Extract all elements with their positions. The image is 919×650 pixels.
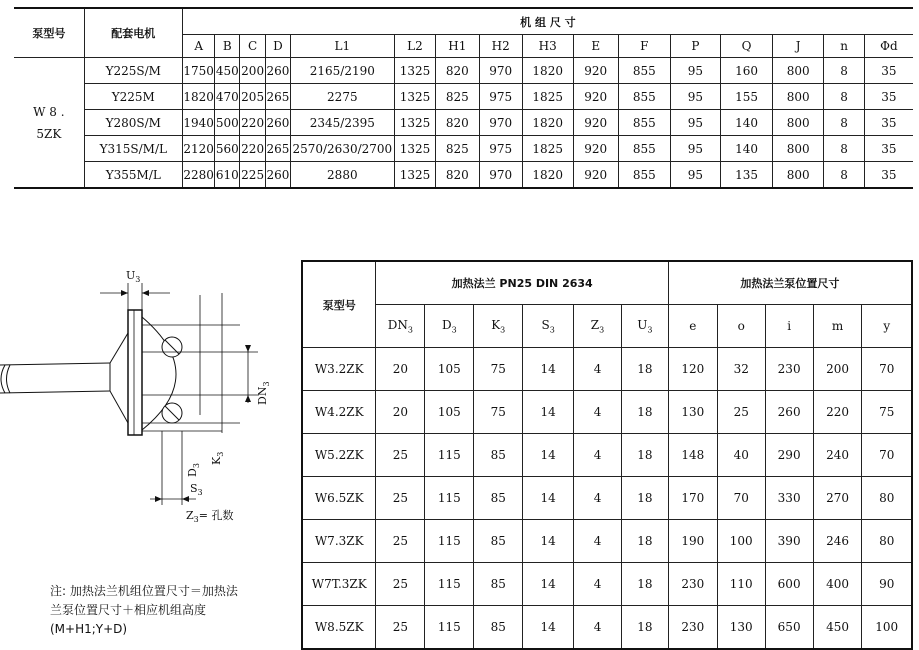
- flange-value-cell: 20: [376, 348, 425, 391]
- dimension-cell: 95: [670, 110, 721, 136]
- flange-value-cell: 75: [474, 391, 523, 434]
- dimension-cell: 800: [772, 110, 824, 136]
- dimension-cell: 8: [824, 162, 864, 189]
- dimension-cell: 260: [266, 110, 291, 136]
- dim-header: A: [182, 35, 215, 58]
- dimension-cell: 220: [240, 136, 266, 162]
- u3-label: $U_3$: [126, 269, 141, 284]
- flange-value-cell: 130: [668, 391, 717, 434]
- dimension-cell: 265: [266, 84, 291, 110]
- flange-value-cell: 70: [717, 477, 765, 520]
- flange-sub-header: [668, 305, 717, 348]
- flange-value-cell: 25: [376, 606, 425, 650]
- flange-value-cell: 100: [862, 606, 912, 650]
- flange-value-cell: 290: [765, 434, 813, 477]
- dimension-cell: 2880: [290, 162, 394, 189]
- sub-header-subscript: 3: [647, 325, 653, 335]
- dimension-cell: 35: [864, 84, 913, 110]
- flange-value-cell: 25: [376, 520, 425, 563]
- note-line-1: 注: 加热法兰机组位置尺寸＝加热法: [50, 584, 238, 598]
- flange-value-cell: 190: [668, 520, 717, 563]
- dim-header: P: [670, 35, 721, 58]
- flange-value-cell: 25: [376, 563, 425, 606]
- flange-sub-header: [523, 305, 574, 348]
- table-row: [14, 110, 913, 136]
- flange-value-cell: 4: [574, 520, 622, 563]
- flange-value-cell: 200: [813, 348, 862, 391]
- sub-header-base: U: [637, 317, 648, 332]
- dimension-cell: 2165/2190: [290, 58, 394, 84]
- flange-sub-header: [813, 305, 862, 348]
- pump-model-cell: [14, 58, 84, 189]
- flange-value-cell: 115: [425, 434, 474, 477]
- bolt-holes: [162, 337, 182, 423]
- dim-header: n: [824, 35, 864, 58]
- dimension-cell: 1325: [394, 84, 435, 110]
- motor-header: 配套电机: [84, 8, 182, 58]
- flange-value-cell: 32: [717, 348, 765, 391]
- dimension-cell: 2280: [182, 162, 215, 189]
- flange-value-cell: 25: [717, 391, 765, 434]
- dimension-cell: 155: [721, 84, 773, 110]
- sub-header-subscript: 3: [599, 325, 605, 335]
- dimension-cell: 95: [670, 58, 721, 84]
- flange-value-cell: 70: [862, 434, 912, 477]
- flange-value-cell: 148: [668, 434, 717, 477]
- dimension-cell: 160: [721, 58, 773, 84]
- flange-value-cell: 240: [813, 434, 862, 477]
- dimension-cell: 2345/2395: [290, 110, 394, 136]
- flange-value-cell: 115: [425, 606, 474, 650]
- dimension-cell: 920: [573, 84, 618, 110]
- pump-model-header: 泵型号: [302, 261, 376, 348]
- sub-header-base: Z: [590, 317, 600, 332]
- flange-value-cell: 110: [717, 563, 765, 606]
- sub-header-subscript: 3: [407, 325, 413, 335]
- dim-header: L1: [290, 35, 394, 58]
- flange-value-cell: 600: [765, 563, 813, 606]
- flange-value-cell: 25: [376, 477, 425, 520]
- flange-value-cell: 4: [574, 606, 622, 650]
- flange-value-cell: 120: [668, 348, 717, 391]
- dimension-cell: 35: [864, 110, 913, 136]
- flange-value-cell: 100: [717, 520, 765, 563]
- flange-value-cell: 260: [765, 391, 813, 434]
- flange-value-cell: 14: [523, 434, 574, 477]
- dimension-cell: 8: [824, 84, 864, 110]
- dimension-cell: 1940: [182, 110, 215, 136]
- flange-value-cell: 14: [523, 563, 574, 606]
- dimension-cell: 450: [215, 58, 240, 84]
- flange-sub-header: [621, 305, 668, 348]
- flange-value-cell: 115: [425, 563, 474, 606]
- flange-value-cell: 400: [813, 563, 862, 606]
- flange-value-cell: 330: [765, 477, 813, 520]
- dimension-cell: 855: [618, 136, 670, 162]
- dimension-cell: 610: [215, 162, 240, 189]
- dimension-cell: 1825: [522, 84, 573, 110]
- flange-value-cell: 14: [523, 391, 574, 434]
- flange-value-cell: 80: [862, 520, 912, 563]
- dim-header: B: [215, 35, 240, 58]
- dimension-cell: 1820: [522, 58, 573, 84]
- flange-value-cell: 75: [862, 391, 912, 434]
- flange-value-cell: 85: [474, 563, 523, 606]
- dimension-cell: 470: [215, 84, 240, 110]
- table-row: [14, 58, 913, 84]
- dimension-cell: 8: [824, 110, 864, 136]
- dimension-cell: 8: [824, 136, 864, 162]
- shaft: [0, 363, 110, 393]
- dim-header: D: [266, 35, 291, 58]
- dimension-cell: 1825: [522, 136, 573, 162]
- dimension-cell: 820: [436, 162, 479, 189]
- dimension-cell: 800: [772, 136, 824, 162]
- flange-sub-header: [717, 305, 765, 348]
- unit-dimensions-table: [14, 7, 913, 189]
- unit-dimensions-header: 机 组 尺 寸: [182, 8, 913, 35]
- dim-header: H2: [479, 35, 522, 58]
- flange-value-cell: 18: [621, 477, 668, 520]
- dim-header: H1: [436, 35, 479, 58]
- flange-value-cell: 105: [425, 348, 474, 391]
- flange-spec-header: 加热法兰 PN25 DIN 2634: [376, 261, 668, 305]
- dim-header: Φd: [864, 35, 913, 58]
- dimension-cell: 2275: [290, 84, 394, 110]
- table-row: [14, 136, 913, 162]
- table-row: [302, 520, 912, 563]
- dim-header: F: [618, 35, 670, 58]
- sub-header-base: i: [787, 319, 792, 333]
- motor-cell: Y225S/M: [84, 58, 182, 84]
- z3-label: $Z_3=$ 孔数: [186, 509, 234, 524]
- pump-model-cell: W4.2ZK: [302, 391, 376, 434]
- flange-value-cell: 450: [813, 606, 862, 650]
- flange-value-cell: 130: [717, 606, 765, 650]
- pump-model-cell: W7T.3ZK: [302, 563, 376, 606]
- dimension-cell: 265: [266, 136, 291, 162]
- note-text: [50, 582, 238, 639]
- flange-position-header: 加热法兰泵位置尺寸: [668, 261, 912, 305]
- dimension-cell: 225: [240, 162, 266, 189]
- flange-value-cell: 105: [425, 391, 474, 434]
- dimension-cell: 260: [266, 58, 291, 84]
- table-row: [302, 563, 912, 606]
- flange-sub-header: [765, 305, 813, 348]
- flange-value-cell: 20: [376, 391, 425, 434]
- sub-header-base: DN: [387, 317, 408, 332]
- dimension-cell: 855: [618, 58, 670, 84]
- table-row: [302, 434, 912, 477]
- dimension-cell: 820: [436, 58, 479, 84]
- pump-model-cell: W8.5ZK: [302, 606, 376, 650]
- table-row: [302, 477, 912, 520]
- dimension-cell: 920: [573, 162, 618, 189]
- dimension-cell: 820: [436, 110, 479, 136]
- flange-value-cell: 25: [376, 434, 425, 477]
- dimension-cell: 920: [573, 136, 618, 162]
- flange-value-cell: 40: [717, 434, 765, 477]
- flange-sub-header: [862, 305, 912, 348]
- dimension-cell: 500: [215, 110, 240, 136]
- sub-header-base: m: [831, 319, 844, 333]
- dimension-cell: 205: [240, 84, 266, 110]
- dimension-cell: 35: [864, 136, 913, 162]
- flange-value-cell: 18: [621, 434, 668, 477]
- flange-value-cell: 230: [668, 606, 717, 650]
- table-row: [14, 84, 913, 110]
- flange-value-cell: 85: [474, 520, 523, 563]
- dimension-cell: 2120: [182, 136, 215, 162]
- flange-value-cell: 18: [621, 606, 668, 650]
- flange-value-cell: 650: [765, 606, 813, 650]
- flange-value-cell: 85: [474, 434, 523, 477]
- flange-value-cell: 70: [862, 348, 912, 391]
- flange-value-cell: 390: [765, 520, 813, 563]
- flange-value-cell: 75: [474, 348, 523, 391]
- motor-cell: Y225M: [84, 84, 182, 110]
- dimension-cell: 855: [618, 110, 670, 136]
- dim-header: E: [573, 35, 618, 58]
- dimension-cell: 1325: [394, 136, 435, 162]
- d3-label: $D_3$: [186, 463, 201, 477]
- flange-sub-header: [376, 305, 425, 348]
- pump-model-cell: W5.2ZK: [302, 434, 376, 477]
- dimension-cell: 920: [573, 58, 618, 84]
- pump-model-cell: W3.2ZK: [302, 348, 376, 391]
- flange-value-cell: 85: [474, 477, 523, 520]
- dimension-cell: 260: [266, 162, 291, 189]
- dimension-cell: 975: [479, 84, 522, 110]
- flange-value-cell: 115: [425, 520, 474, 563]
- flange-value-cell: 14: [523, 477, 574, 520]
- flange-value-cell: 246: [813, 520, 862, 563]
- flange-value-cell: 4: [574, 477, 622, 520]
- dimension-cell: 800: [772, 84, 824, 110]
- dimension-cell: 1750: [182, 58, 215, 84]
- s3-label: $S_3$: [190, 482, 203, 497]
- sub-header-base: S: [541, 317, 550, 332]
- flange-value-cell: 4: [574, 348, 622, 391]
- flange-plate: [128, 310, 142, 435]
- flange-value-cell: 115: [425, 477, 474, 520]
- motor-cell: Y315S/M/L: [84, 136, 182, 162]
- note-line-3: (M+H1;Y+D): [50, 622, 128, 636]
- dimension-cell: 1325: [394, 58, 435, 84]
- flange-value-cell: 14: [523, 606, 574, 650]
- dimension-cell: 800: [772, 162, 824, 189]
- dimension-cell: 1820: [522, 162, 573, 189]
- dimension-cell: 855: [618, 84, 670, 110]
- dimension-cell: 2570/2630/2700: [290, 136, 394, 162]
- flange-value-cell: 14: [523, 348, 574, 391]
- motor-cell: Y280S/M: [84, 110, 182, 136]
- flange-value-cell: 4: [574, 434, 622, 477]
- table-row: [302, 606, 912, 650]
- flange-value-cell: 18: [621, 391, 668, 434]
- dimension-cell: 35: [864, 162, 913, 189]
- dim-header: J: [772, 35, 824, 58]
- dim-header: L2: [394, 35, 435, 58]
- pump-model-line-1: W 8 .: [33, 104, 65, 119]
- dimension-cell: 1325: [394, 162, 435, 189]
- dimension-cell: 1820: [522, 110, 573, 136]
- dimension-cell: 970: [479, 162, 522, 189]
- dimension-cell: 140: [721, 136, 773, 162]
- table-row: [14, 162, 913, 189]
- dimension-cell: 1325: [394, 110, 435, 136]
- dimension-cell: 855: [618, 162, 670, 189]
- pump-model-cell: W7.3ZK: [302, 520, 376, 563]
- dimension-cell: 8: [824, 58, 864, 84]
- dimension-cell: 95: [670, 84, 721, 110]
- dimension-cell: 970: [479, 58, 522, 84]
- flange-value-cell: 85: [474, 606, 523, 650]
- flange-sub-header: [474, 305, 523, 348]
- pump-model-line-2: 5ZK: [36, 126, 62, 141]
- flange-value-cell: 18: [621, 520, 668, 563]
- sub-header-base: e: [689, 319, 697, 333]
- flange-value-cell: 80: [862, 477, 912, 520]
- flange-value-cell: 18: [621, 348, 668, 391]
- flange-value-cell: 18: [621, 563, 668, 606]
- dimension-cell: 140: [721, 110, 773, 136]
- motor-cell: Y355M/L: [84, 162, 182, 189]
- dimension-cell: 95: [670, 136, 721, 162]
- sub-header-base: o: [737, 319, 745, 333]
- flange-value-cell: 170: [668, 477, 717, 520]
- flange-value-cell: 230: [765, 348, 813, 391]
- table-row: [302, 391, 912, 434]
- dimension-cell: 35: [864, 58, 913, 84]
- table-row: [302, 348, 912, 391]
- flange-diagram: [0, 255, 300, 535]
- sub-header-base: D: [441, 317, 452, 332]
- dimension-cell: 970: [479, 110, 522, 136]
- dim-header: H3: [522, 35, 573, 58]
- flange-value-cell: 90: [862, 563, 912, 606]
- sub-header-subscript: 3: [500, 325, 506, 335]
- dimension-cell: 560: [215, 136, 240, 162]
- note-line-2: 兰泵位置尺寸＋相应机组高度: [50, 603, 207, 617]
- flange-value-cell: 270: [813, 477, 862, 520]
- k3-label: $K_3$: [210, 451, 225, 465]
- cone: [110, 333, 128, 423]
- flange-value-cell: 4: [574, 563, 622, 606]
- dim-header: Q: [721, 35, 773, 58]
- flange-sub-header: [574, 305, 622, 348]
- pump-model-cell: W6.5ZK: [302, 477, 376, 520]
- dimension-cell: 1820: [182, 84, 215, 110]
- flange-value-cell: 220: [813, 391, 862, 434]
- sub-header-subscript: 3: [451, 325, 457, 335]
- dn3-label: $DN_3$: [256, 381, 271, 405]
- sub-header-base: K: [491, 317, 501, 332]
- sub-header-subscript: 3: [549, 325, 555, 335]
- dimension-cell: 220: [240, 110, 266, 136]
- dimension-cell: 200: [240, 58, 266, 84]
- flange-sub-header: [425, 305, 474, 348]
- dimension-cell: 135: [721, 162, 773, 189]
- dimension-cell: 825: [436, 136, 479, 162]
- flange-value-cell: 4: [574, 391, 622, 434]
- dimension-cell: 800: [772, 58, 824, 84]
- flange-value-cell: 14: [523, 520, 574, 563]
- dimension-cell: 825: [436, 84, 479, 110]
- heating-flange-table: [301, 260, 913, 650]
- pump-model-header: 泵型号: [14, 8, 84, 58]
- flange-value-cell: 230: [668, 563, 717, 606]
- dimension-cell: 975: [479, 136, 522, 162]
- sub-header-base: y: [883, 319, 891, 333]
- dim-header: C: [240, 35, 266, 58]
- dimension-cell: 95: [670, 162, 721, 189]
- dimension-cell: 920: [573, 110, 618, 136]
